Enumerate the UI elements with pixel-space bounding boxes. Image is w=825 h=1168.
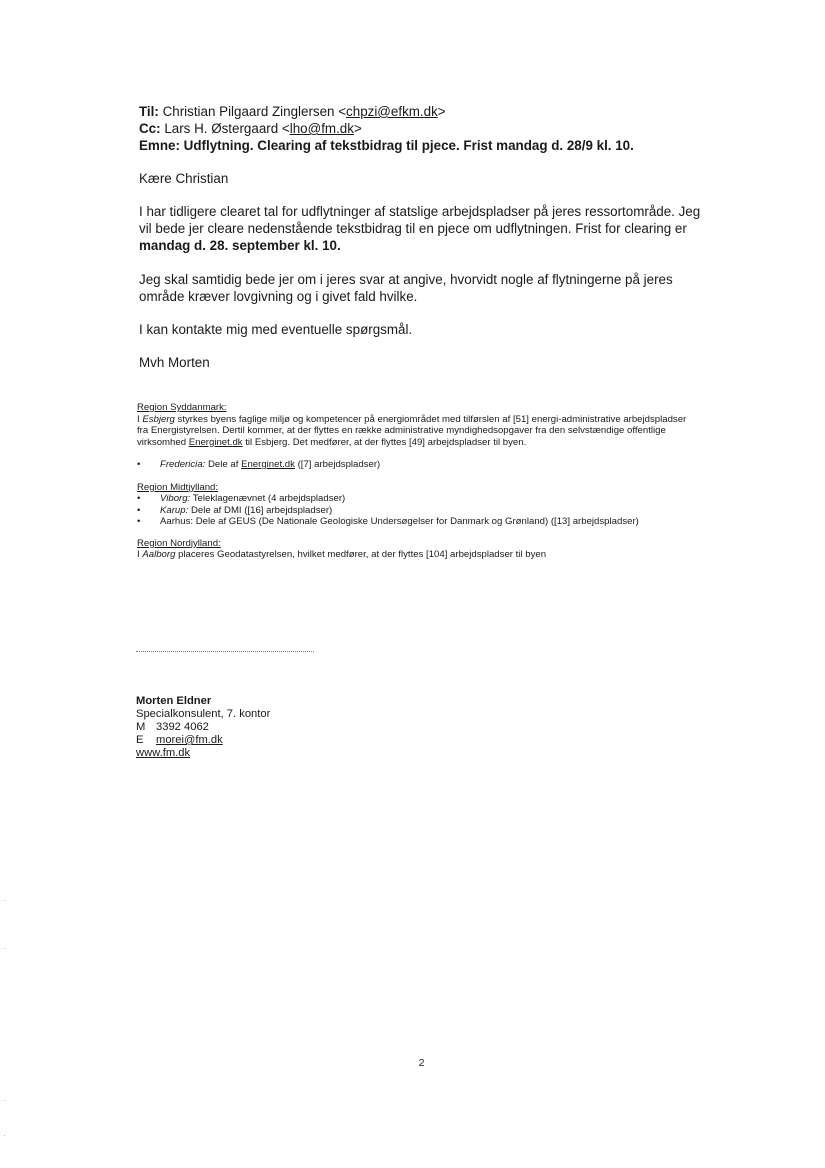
signature-website [136,747,436,760]
phone-label: M [136,721,146,733]
fredericia: Fredericia: [160,459,206,470]
signoff: Mvh Morten [139,355,210,370]
scan-speck [4,900,5,901]
list-item [137,505,697,517]
signature-block [136,695,436,760]
to-name: Christian Pilgaard Zinglersen < [162,104,347,119]
subject-line [139,137,709,154]
to-end: > [437,104,446,119]
esbjerg: Esbjerg [142,413,175,425]
energinet-link-2[interactable]: Energinet.dk [241,459,295,470]
city: Viborg: [160,493,191,504]
bullet-icon: • [137,459,141,470]
bullet-icon: • [137,504,141,516]
city: Karup: [160,504,189,516]
signature-email [136,734,436,747]
bullet-icon: • [137,493,141,504]
bullet-icon: • [137,516,141,527]
separator-line [136,651,314,652]
syddanmark-paragraph [137,414,697,449]
aalborg: Aalborg [142,549,176,560]
para1-deadline: mandag d. 28. september kl. 10. [139,238,341,253]
list-item [137,459,697,471]
nordjylland-t1: I [137,549,143,560]
body-paragraph-2: Jeg skal samtidig bede jer om i jeres svar at angive, hvorvidt nogle af flytningerne på jeres område kræver lovgivning og i givet fald hvilke. [139,272,673,304]
signature-email-link[interactable]: morei@fm.dk [156,734,223,746]
body-paragraph-1 [139,203,709,254]
list-item [137,516,697,528]
item-text: Aarhus: Dele af GEUS (De Nationale Geologiske Undersøgelser for Danmark og Grønland) ([13] arbejdspladser) [160,516,639,527]
cc-email-link[interactable]: lho@fm.dk [289,121,354,136]
signature-title: Specialkonsulent, 7. kontor [136,708,271,720]
body-paragraph-3: I kan kontakte mig med eventuelle spørgsmål. [139,322,413,337]
to-email-link[interactable]: chpzi@efkm.dk [346,104,438,119]
to-line [139,103,709,120]
scan-speck [4,1135,5,1136]
syddanmark-list [137,459,697,471]
item-text: Teleklagenævnet (4 arbejdspladser) [190,493,346,504]
email-message [139,103,709,371]
cc-line [139,120,709,137]
region-syddanmark-heading: Region Syddanmark: [137,402,227,413]
syddanmark-t3: til Esbjerg. Det medfører, at der flyttes [49] arbejdspladser til byen. [242,436,527,448]
email-label: E [136,734,144,746]
cc-label: Cc: [139,121,161,136]
signature-name: Morten Eldner [136,695,212,707]
cc-name: Lars H. Østergaard < [164,121,290,136]
scan-speck [4,1100,5,1101]
subject-label: Emne: [139,138,180,153]
fredericia-pre: Dele af [205,459,242,470]
page-number: 2 [418,1057,425,1069]
nordjylland-t2: placeres Geodatastyrelsen, hvilket medfører, at der flyttes [104] arbejdspladser til byen [175,549,547,560]
to-label: Til: [139,104,159,119]
syddanmark-t1: I [137,413,143,425]
nordjylland-paragraph [137,549,697,561]
energinet-link[interactable]: Energinet.dk [188,436,243,448]
item-text: Dele af DMI ([16] arbejdspladser) [188,504,333,516]
website-link[interactable]: www.fm.dk [136,747,191,759]
fredericia-post: ([7] arbejdspladser) [294,459,381,470]
midtjylland-list [137,493,697,528]
scan-speck [4,948,5,949]
signature-phone [136,721,436,734]
region-midtjylland-heading: Region Midtjylland: [137,481,219,493]
list-item [137,493,697,505]
cc-end: > [353,121,362,136]
phone-number: 3392 4062 [156,721,209,733]
region-nordjylland-heading: Region Nordjylland: [137,537,221,549]
subject-text: Udflytning. Clearing af tekstbidrag til pjece. Frist mandag d. 28/9 kl. 10. [183,138,634,153]
text-contribution [137,402,697,561]
para1-text: I har tidligere clearet tal for udflytninger af statslige arbejdspladser på jeres ressortområde. Jeg vil bede jer cleare nedenstående tekstbidrag til en pjece om udflytningen. Frist for clearing er [139,204,701,236]
greeting: Kære Christian [139,171,229,186]
syddanmark-t2: styrkes byens faglige miljø og kompetencer på energiområdet med tilførslen af [51] energi-administrative arbejdspladser fra Energistyrelsen. Dertil kommer, at der flyttes en række administrative myndighedsopgaver fra den selvstændige offentlige virksomhed [137,413,687,448]
